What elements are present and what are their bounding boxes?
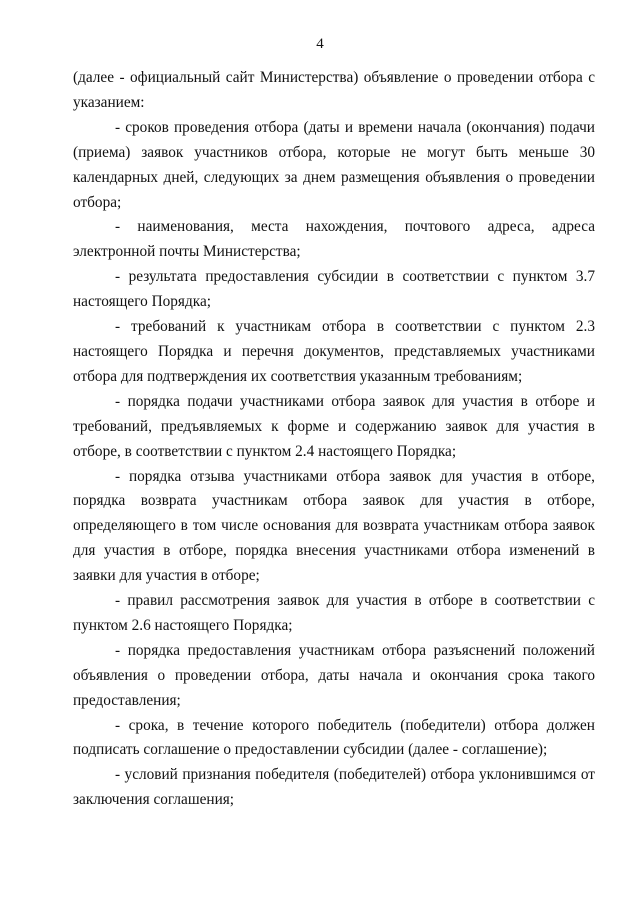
document-body: [73, 66, 595, 813]
paragraph: - сроков проведения отбора (даты и времени начала (окончания) подачи (приема) заявок участников отбора, которые не могут быть меньше 30 календарных дней, следующих за днем размещения объявления о проведении отбора;: [73, 118, 595, 211]
paragraph: - порядка отзыва участниками отбора заявок для участия в отборе, порядка возврата участникам отбора заявок для участия в отборе, определяющего в том числе основания для возврата участникам отбора заявок для участия в отборе, порядка внесения участниками отбора изменений в заявки для участия в отборе;: [73, 467, 595, 585]
paragraph: - порядка предоставления участникам отбора разъяснений положений объявления о проведении отбора, даты начала и окончания срока такого предоставления;: [73, 641, 595, 709]
paragraph: - наименования, места нахождения, почтового адреса, адреса электронной почты Министерства;: [73, 218, 595, 261]
paragraph: - условий признания победителя (победителей) отбора уклонившимся от заключения соглашения;: [73, 766, 595, 809]
paragraph: - требований к участникам отбора в соответствии с пунктом 2.3 настоящего Порядка и перечня документов, представляемых участниками отбора для подтверждения их соответствия указанным требованиям;: [73, 318, 595, 385]
page-number: 4: [316, 36, 324, 52]
paragraph: - правил рассмотрения заявок для участия в отборе в соответствии с пунктом 2.6 настоящего Порядка;: [73, 592, 595, 634]
paragraph: - порядка подачи участниками отбора заявок для участия в отборе и требований, предъявляемых к форме и содержанию заявок для участия в отборе, в соответствии с пунктом 2.4 настоящего Порядка;: [73, 392, 595, 460]
paragraph: - результата предоставления субсидии в соответствии с пунктом 3.7 настоящего Порядка;: [73, 268, 595, 311]
paragraph: - срока, в течение которого победитель (победители) отбора должен подписать соглашение о предоставлении субсидии (далее - соглашение);: [73, 716, 595, 759]
paragraph: (далее - официальный сайт Министерства) объявление о проведении отбора с указанием:: [73, 69, 595, 111]
